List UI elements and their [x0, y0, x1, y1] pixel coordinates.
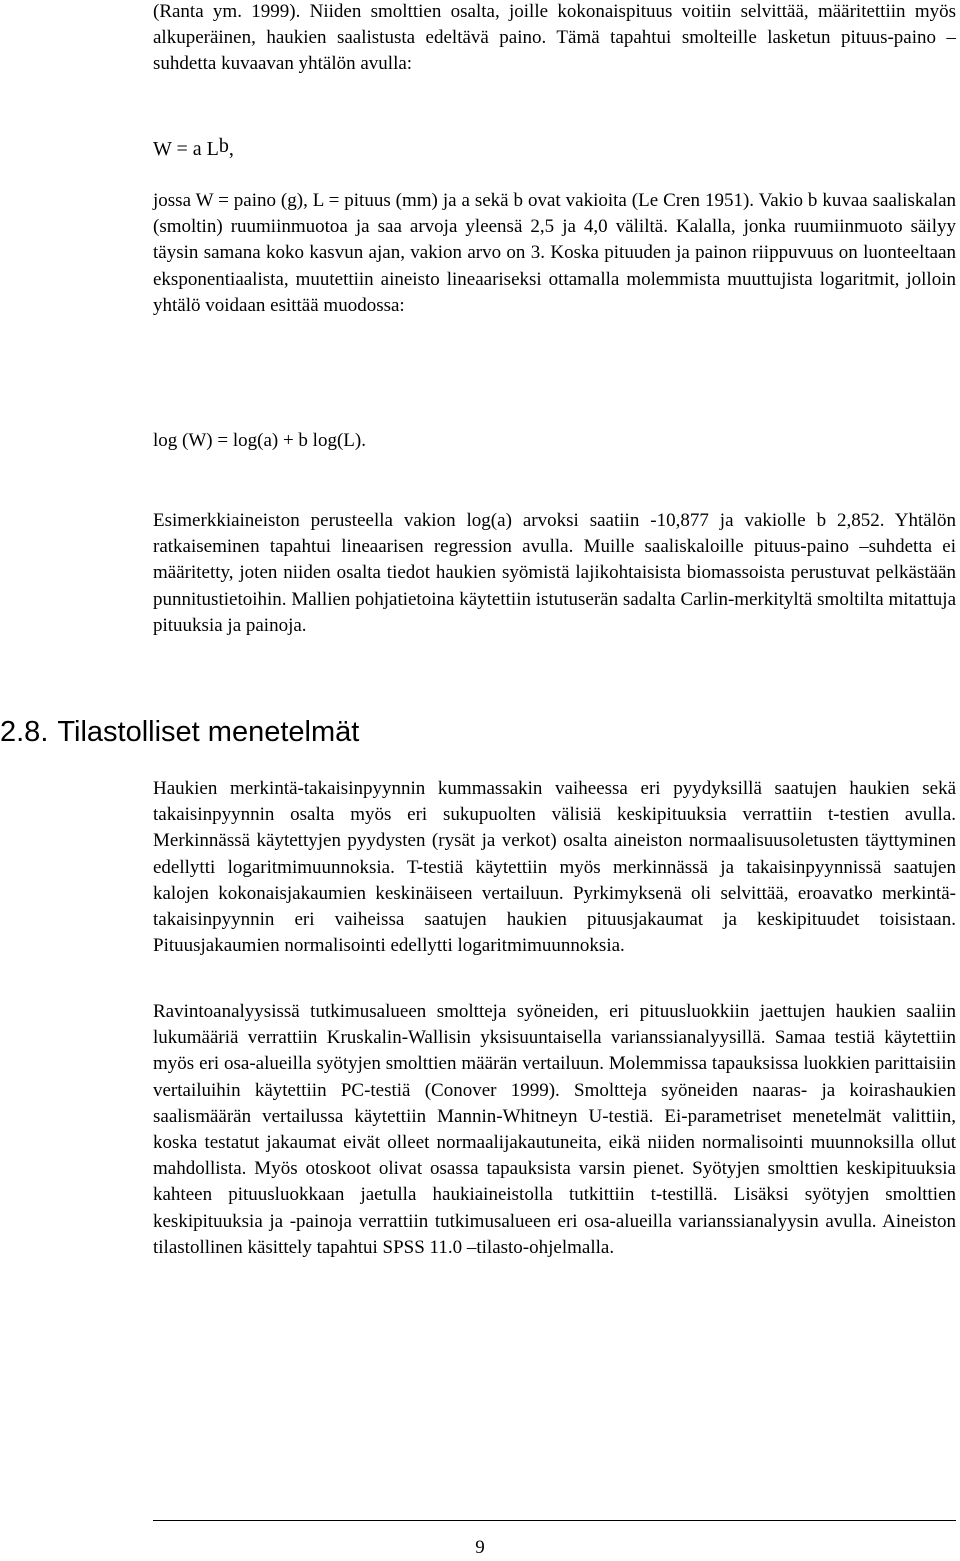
equation-log-form: log (W) = log(a) + b log(L). [153, 430, 366, 451]
paragraph-diet-analysis: Ravintoanalyysissä tutkimusalueen smoltteja syöneiden, eri pituusluokkiin jaettujen haukien saaliin lukumääriä verrattiin Kruskalin-Wallisin yksisuuntaisella varianssianalyysillä. Samaa testiä käytettiin myös eri osa-alueilla syötyjen smolttien määrän vertailuun. Molemmissa tapauksissa luokkien parittaisiin vertailuihin käytettiin PC-testiä (Conover 1999). Smoltteja syöneiden naaras- ja koirashaukien saalismäärän vertailussa käytettiin Mannin-Whitneyn U-testiä. Ei-parametriset menetelmät valittiin, koska testatut jakaumat eivät olleet normaalijakautuneita, eikä niiden normalisointi muunnoksilla ollut mahdollista. Myös otoskoot olivat osassa tapauksista varsin pienet. Syötyjen smolttien keskipituuksia kahteen pituusluokkaan jaetulla haukiaineistolla tutkittiin t-testillä. Lisäksi syötyjen smolttien keskipituuksia ja -painoja verrattiin tutkimusalueen eri osa-alueilla varianssianalyysin avulla. Aineiston tilastollinen käsittely tapahtui SPSS 11.0 –tilasto-ohjelmalla. [153, 1001, 956, 1258]
paragraph-intro: (Ranta ym. 1999). Niiden smolttien osalta, joille kokonaispituus voitiin selvittää, määritettiin myös alkuperäinen, haukien saalistusta edeltävä paino. Tämä tapahtui smolteille lasketun pituus-paino –suhdetta kuvaavan yhtälön avulla: [153, 1, 956, 75]
equation-weight-length [153, 136, 234, 162]
paragraph-constants: jossa W = paino (g), L = pituus (mm) ja a sekä b ovat vakioita (Le Cren 1951). Vakio b kuvaa saaliskalan (smoltin) ruumiinmuotoa ja saa arvoja yleensä 2,5 ja 4,0 väliltä. Kalalla, jonka ruumiinmuoto säilyy täysin samana koko kasvun ajan, vakion arvo on 3. Koska pituuden ja painon riippuvuus on luonteeltaan eksponentiaalista, muutettiin aineisto lineaariseksi ottamalla molemmista muuttujista logaritmit, jolloin yhtälö voidaan esittää muodossa: [153, 190, 956, 316]
equation-suffix: , [228, 138, 234, 160]
paragraph-tests: Haukien merkintä-takaisinpyynnin kummassakin vaiheessa eri pyydyksillä saatujen haukien sekä takaisinpyynnin osalta myös eri sukupuolten välisiä keskipituuksia verrattiin t-testien avulla. Merkinnässä käytettyjen pyydysten (rysät ja verkot) osalta aineiston normaalisuusoletusten täyttyminen edellytti logaritmimuunnoksia. T-testiä käytettiin myös merkinnässä ja takaisinpyynnissä saatujen kalojen kokonaisjakaumien keskinäiseen vertailuun. Pyrkimyksenä oli selvittää, eroavatko merkintä-takaisinpyynnin eri vaiheissa saatujen haukien pituusjakaumat ja keskipituudet toisistaan. Pituusjakaumien normalisointi edellytti logaritmimuunnoksia. [153, 778, 956, 957]
paragraph-example: Esimerkkiaineiston perusteella vakion log(a) arvoksi saatiin -10,877 ja vakiolle b 2,852. Yhtälön ratkaiseminen tapahtui lineaarisen regression avulla. Muille saaliskaloille pituus-paino –suhdetta ei määritetty, joten niiden osalta tiedot haukien syömistä lajikohtaisista biomassoista perustuvat pelkästään punnitustietoihin. Mallien pohjatietoina käytettiin istutuserän sadalta Carlin-merkityltä smoltilta mitattuja pituuksia ja painoja. [153, 510, 956, 636]
footer-divider [153, 1520, 956, 1521]
equation-exponent: b [218, 135, 229, 157]
section-title: Tilastolliset menetelmät [57, 716, 360, 748]
equation-base: W = a L [153, 138, 219, 160]
section-number: 2.8. [0, 716, 49, 748]
page-number: 9 [475, 1537, 485, 1558]
section-heading [0, 714, 359, 750]
